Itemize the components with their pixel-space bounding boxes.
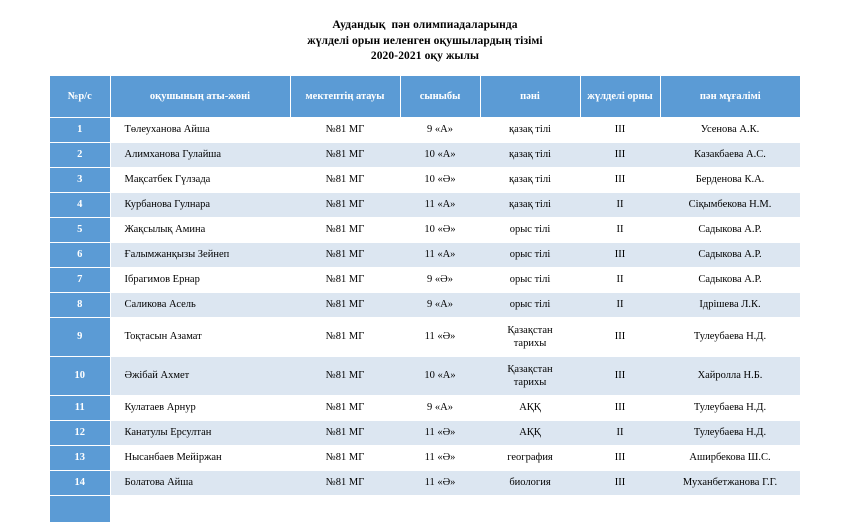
cell-subject-line-1: Қазақстан	[484, 363, 576, 376]
cell-teacher: Хайролла Н.Б.	[660, 357, 800, 396]
results-table-container	[50, 76, 800, 522]
cell-number: 1	[50, 118, 110, 143]
cell-student-name: Жақсылық Амина	[110, 218, 290, 243]
cell-school: №81 МГ	[290, 293, 400, 318]
cell-place: III	[580, 471, 660, 496]
cell-place: III	[580, 168, 660, 193]
cell-teacher: Садыкова А.Р.	[660, 218, 800, 243]
cell-school: №81 МГ	[290, 396, 400, 421]
cell-place: II	[580, 218, 660, 243]
cell-subject: орыс тілі	[480, 243, 580, 268]
cell-school: №81 МГ	[290, 471, 400, 496]
cell-student-name: Кулатаев Арнур	[110, 396, 290, 421]
table-row	[50, 143, 800, 168]
cell-class: 10 «А»	[400, 143, 480, 168]
cell-school: №81 МГ	[290, 218, 400, 243]
table-header-row	[50, 76, 800, 118]
cell-student-name: Ібрагимов Ернар	[110, 268, 290, 293]
table-header	[50, 76, 800, 118]
cell-subject: АҚҚ	[480, 421, 580, 446]
column-header-name: оқушының аты-жөні	[110, 76, 290, 118]
title-line-1: Аудандық пән олимпиадаларында	[0, 18, 850, 34]
cell-student-name: Болатова Айша	[110, 471, 290, 496]
cell-number: 6	[50, 243, 110, 268]
cell-school: №81 МГ	[290, 168, 400, 193]
cell-school: №81 МГ	[290, 268, 400, 293]
cell-class: 11 «Ә»	[400, 318, 480, 357]
column-header-number: №р/с	[50, 76, 110, 118]
column-header-class: сыныбы	[400, 76, 480, 118]
cell-place: III	[580, 143, 660, 168]
cell-school: №81 МГ	[290, 243, 400, 268]
cell-school: №81 МГ	[290, 318, 400, 357]
cell-empty	[580, 496, 660, 522]
cell-subject-line-2: тарихы	[484, 376, 576, 389]
table-row	[50, 318, 800, 357]
cell-school: №81 МГ	[290, 118, 400, 143]
cell-place: II	[580, 293, 660, 318]
cell-subject: биология	[480, 471, 580, 496]
cell-number: 3	[50, 168, 110, 193]
cell-student-name: Ғалымжанқызы Зейнеп	[110, 243, 290, 268]
cell-subject	[480, 318, 580, 357]
cell-teacher: Берденова К.А.	[660, 168, 800, 193]
cell-number: 9	[50, 318, 110, 357]
cell-subject: АҚҚ	[480, 396, 580, 421]
cell-class: 11 «Ә»	[400, 471, 480, 496]
cell-subject: қазақ тілі	[480, 143, 580, 168]
cell-teacher: Тулеубаева Н.Д.	[660, 421, 800, 446]
cell-place: III	[580, 357, 660, 396]
column-header-subject: пәні	[480, 76, 580, 118]
cell-teacher: Тулеубаева Н.Д.	[660, 396, 800, 421]
cell-subject: орыс тілі	[480, 293, 580, 318]
column-header-place: жүлделі орны	[580, 76, 660, 118]
cell-subject: қазақ тілі	[480, 118, 580, 143]
cell-empty	[660, 496, 800, 522]
table-filler-row	[50, 496, 800, 522]
cell-teacher: Садыкова А.Р.	[660, 268, 800, 293]
cell-class: 10 «А»	[400, 357, 480, 396]
table-row	[50, 421, 800, 446]
column-header-teacher: пән мұғалімі	[660, 76, 800, 118]
cell-subject-line-1: Қазақстан	[484, 324, 576, 337]
table-row	[50, 396, 800, 421]
cell-number: 4	[50, 193, 110, 218]
cell-empty	[110, 496, 290, 522]
cell-subject: орыс тілі	[480, 268, 580, 293]
table-row	[50, 446, 800, 471]
cell-teacher: Усенова А.К.	[660, 118, 800, 143]
table-row	[50, 471, 800, 496]
cell-number: 13	[50, 446, 110, 471]
cell-subject: география	[480, 446, 580, 471]
table-row	[50, 168, 800, 193]
table-row	[50, 357, 800, 396]
cell-place: III	[580, 446, 660, 471]
cell-number: 10	[50, 357, 110, 396]
table-row	[50, 193, 800, 218]
cell-school: №81 МГ	[290, 357, 400, 396]
cell-number: 14	[50, 471, 110, 496]
cell-number: 7	[50, 268, 110, 293]
cell-student-name: Алимханова Гулайша	[110, 143, 290, 168]
cell-empty	[480, 496, 580, 522]
table-row	[50, 118, 800, 143]
cell-class: 11 «А»	[400, 243, 480, 268]
cell-class: 10 «Ә»	[400, 218, 480, 243]
title-line-3: 2020-2021 оқу жылы	[0, 49, 850, 65]
cell-class: 11 «Ә»	[400, 446, 480, 471]
cell-number: 12	[50, 421, 110, 446]
cell-number: 11	[50, 396, 110, 421]
cell-teacher: Муханбетжанова Г.Г.	[660, 471, 800, 496]
document-title	[0, 18, 850, 65]
title-line-2: жүлделі орын иеленген оқушылардың тізімі	[0, 34, 850, 50]
cell-subject	[480, 357, 580, 396]
cell-class: 9 «А»	[400, 118, 480, 143]
cell-class: 11 «А»	[400, 193, 480, 218]
cell-school: №81 МГ	[290, 143, 400, 168]
table-row	[50, 293, 800, 318]
cell-place: III	[580, 243, 660, 268]
cell-number: 5	[50, 218, 110, 243]
cell-class: 9 «А»	[400, 396, 480, 421]
cell-subject: орыс тілі	[480, 218, 580, 243]
cell-student-name: Саликова Асель	[110, 293, 290, 318]
table-row	[50, 218, 800, 243]
cell-school: №81 МГ	[290, 446, 400, 471]
cell-subject: қазақ тілі	[480, 193, 580, 218]
cell-subject-line-2: тарихы	[484, 337, 576, 350]
cell-student-name: Мақсатбек Гүлзада	[110, 168, 290, 193]
cell-place: III	[580, 118, 660, 143]
cell-class: 10 «Ә»	[400, 168, 480, 193]
cell-number: 2	[50, 143, 110, 168]
cell-place: II	[580, 421, 660, 446]
cell-place: III	[580, 396, 660, 421]
table-row	[50, 243, 800, 268]
cell-teacher: Сіқымбекова Н.М.	[660, 193, 800, 218]
cell-class: 9 «Ә»	[400, 268, 480, 293]
cell-teacher: Аширбекова Ш.С.	[660, 446, 800, 471]
cell-teacher: Садыкова А.Р.	[660, 243, 800, 268]
results-table	[50, 76, 800, 522]
cell-teacher: Ідрішева Л.К.	[660, 293, 800, 318]
cell-empty	[50, 496, 110, 522]
cell-class: 9 «А»	[400, 293, 480, 318]
cell-subject: қазақ тілі	[480, 168, 580, 193]
column-header-school: мектептің атауы	[290, 76, 400, 118]
cell-empty	[290, 496, 400, 522]
cell-student-name: Тоқтасын Азамат	[110, 318, 290, 357]
cell-empty	[400, 496, 480, 522]
cell-student-name: Әжібай Ахмет	[110, 357, 290, 396]
cell-place: II	[580, 268, 660, 293]
cell-school: №81 МГ	[290, 193, 400, 218]
cell-place: III	[580, 318, 660, 357]
cell-place: II	[580, 193, 660, 218]
cell-student-name: Төлеуханова Айша	[110, 118, 290, 143]
cell-teacher: Тулеубаева Н.Д.	[660, 318, 800, 357]
cell-student-name: Канатулы Ерсултан	[110, 421, 290, 446]
cell-school: №81 МГ	[290, 421, 400, 446]
table-body	[50, 118, 800, 522]
cell-class: 11 «Ә»	[400, 421, 480, 446]
cell-student-name: Нысанбаев Мейіржан	[110, 446, 290, 471]
table-row	[50, 268, 800, 293]
cell-student-name: Курбанова Гулнара	[110, 193, 290, 218]
cell-teacher: Казакбаева А.С.	[660, 143, 800, 168]
cell-number: 8	[50, 293, 110, 318]
